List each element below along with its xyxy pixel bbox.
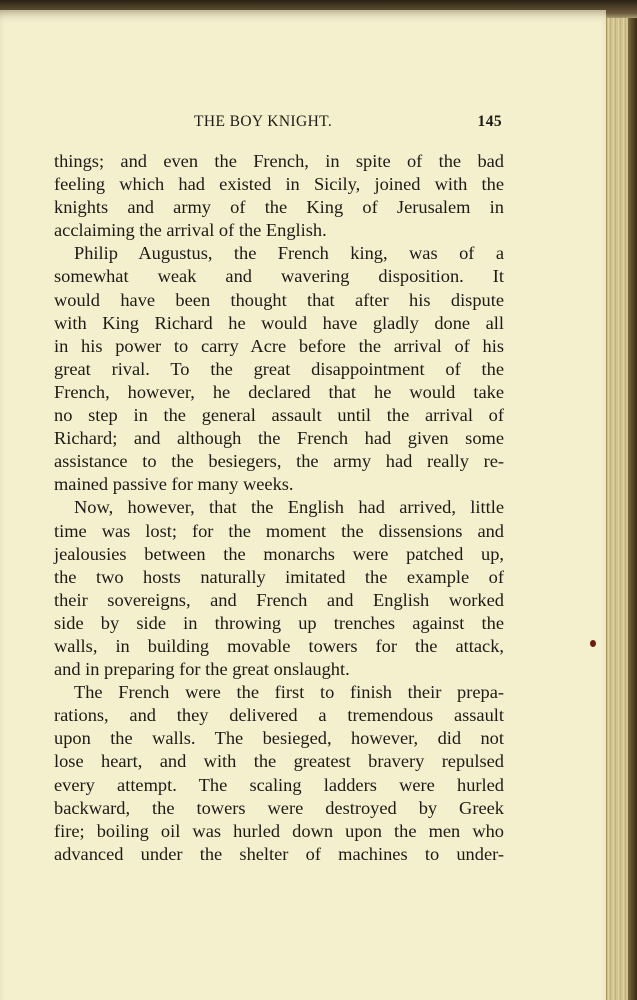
text-line: lose heart, and with the greatest bravery repulsed — [54, 751, 504, 772]
text-line: somewhat weak and wavering disposition. It — [54, 266, 504, 287]
body-text — [54, 150, 504, 866]
text-line: fire; boiling oil was hurled down upon the men who — [54, 820, 504, 841]
text-line: knights and army of the King of Jerusalem in — [54, 197, 504, 218]
page-number: 145 — [477, 113, 502, 130]
text-line: in his power to carry Acre before the arrival of his — [54, 335, 504, 356]
text-line: time was lost; for the moment the dissensions and — [54, 520, 504, 541]
text-line: no step in the general assault until the arrival of — [54, 405, 504, 426]
text-line: side by side in throwing up trenches against the — [54, 612, 504, 633]
text-line: Philip Augustus, the French king, was of a — [74, 243, 504, 264]
text-line: great rival. To the great disappointment of the — [54, 358, 504, 379]
text-line: every attempt. The scaling ladders were hurled — [54, 774, 504, 795]
text-line: assistance to the besiegers, the army had really re- — [54, 451, 504, 472]
text-line: with King Richard he would have gladly done all — [54, 312, 504, 333]
text-line: the two hosts naturally imitated the example of — [54, 566, 504, 587]
text-line: things; and even the French, in spite of the bad — [54, 151, 504, 171]
text-line: backward, the towers were destroyed by Greek — [54, 797, 504, 818]
text-line: acclaiming the arrival of the English. — [54, 220, 327, 241]
text-line: rations, and they delivered a tremendous assault — [54, 705, 504, 726]
text-line: French, however, he declared that he would take — [54, 381, 504, 402]
book-cover-edge — [628, 18, 637, 1000]
text-line: walls, in building movable towers for the attack, — [54, 635, 504, 656]
text-line: would have been thought that after his dispute — [54, 289, 504, 310]
text-line: Richard; and although the French had given some — [54, 428, 504, 449]
text-line: mained passive for many weeks. — [54, 474, 294, 495]
running-header — [56, 113, 502, 135]
running-title: THE BOY KNIGHT. — [194, 113, 333, 130]
text-line: The French were the first to finish their prepa- — [74, 682, 504, 703]
text-line: advanced under the shelter of machines to under- — [54, 843, 504, 864]
text-line: Now, however, that the English had arrived, little — [74, 497, 504, 518]
text-line: jealousies between the monarchs were patched up, — [54, 543, 504, 564]
text-line: and in preparing for the great onslaught. — [54, 659, 350, 680]
text-line: their sovereigns, and French and English worked — [54, 589, 504, 610]
text-line: upon the walls. The besieged, however, did not — [54, 728, 504, 749]
text-line: feeling which had existed in Sicily, joined with the — [54, 174, 504, 195]
margin-ink-spot — [590, 640, 596, 647]
